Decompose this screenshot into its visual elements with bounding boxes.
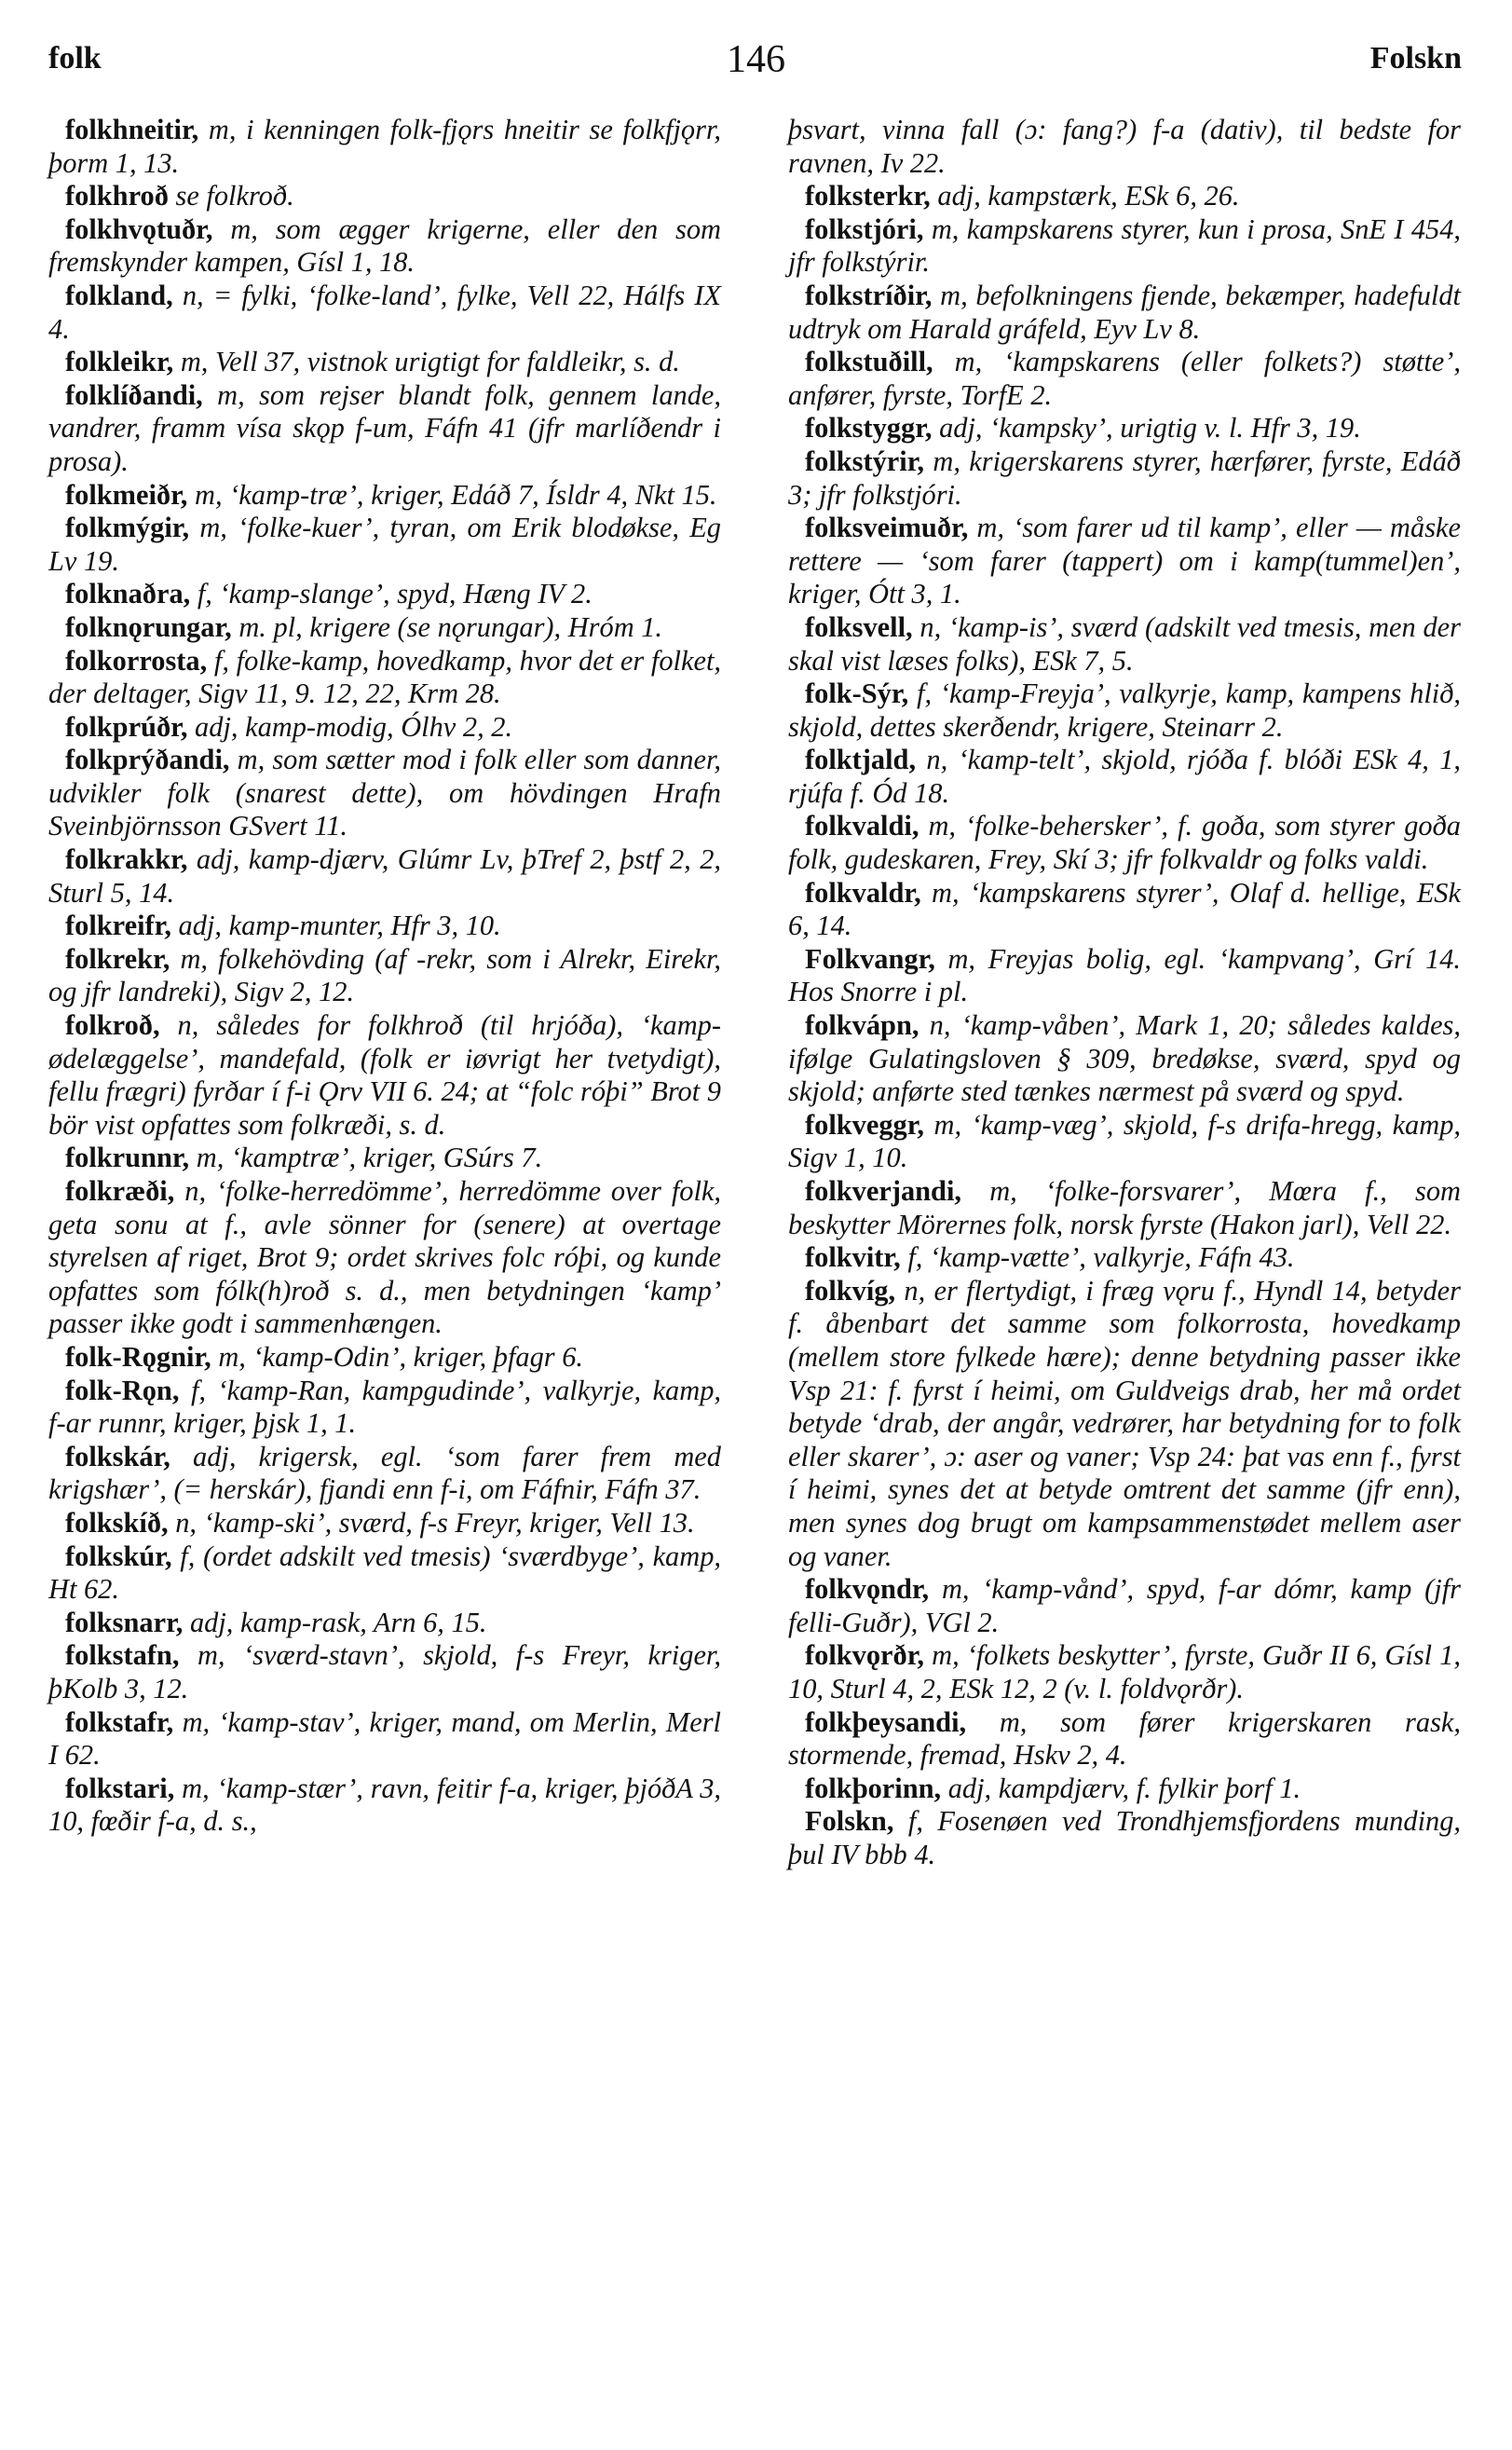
entry-definition: m, krigerskarens styrer, hærfører, fyrste, Edáð 3; jfr folkstjóri.: [788, 445, 1461, 511]
headword: folkstuðill,: [805, 346, 933, 378]
dictionary-entry: [788, 180, 1461, 213]
dictionary-entry: [788, 943, 1461, 1009]
dictionary-entry: [788, 280, 1461, 346]
dictionary-entry: [48, 843, 721, 910]
dictionary-entry: [48, 943, 721, 1009]
headword: folktjald,: [805, 744, 917, 776]
dictionary-entry: [788, 1109, 1461, 1175]
headword: folkreifr,: [65, 910, 171, 942]
entry-definition: m. pl, krigere (se nǫrungar), Hróm 1.: [231, 610, 663, 643]
dictionary-entry: [48, 1341, 721, 1375]
right-column: [788, 114, 1461, 1871]
headword: folkrekr,: [65, 942, 170, 975]
headword: folkorrosta,: [65, 644, 208, 677]
dictionary-entry: [48, 611, 721, 645]
headword: Folskn,: [805, 1805, 894, 1838]
dictionary-entry: [788, 810, 1461, 876]
dictionary-entry: [788, 512, 1461, 611]
entry-definition: f, ‘kamp-vætte’, valkyrje, Fáfn 43.: [900, 1241, 1295, 1274]
running-head-left: folk: [48, 41, 102, 75]
entry-definition: n, ‘kamp-is’, sværd (adskilt ved tmesis, men der skal vist læses folks), ESk 7, 5.: [788, 610, 1461, 677]
entry-definition: f, (ordet adskilt ved tmesis) ‘sværdbyge’, kamp, Ht 62.: [48, 1540, 721, 1606]
dictionary-entry: [788, 445, 1461, 512]
entry-definition: adj, kamp-djærv, Glúmr Lv, þTref 2, þstf 2, 2, Sturl 5, 14.: [48, 843, 721, 909]
entry-definition: adj, ‘kampsky’, urigtig v. l. Hfr 3, 19.: [932, 412, 1361, 445]
headword: folkhneitir,: [65, 114, 199, 145]
entry-definition: m, Freyjas bolig, egl. ‘kampvang’, Grí 14. Hos Snorre i pl.: [788, 942, 1461, 1008]
entry-definition: m, ‘kamp-Odin’, kriger, þfagr 6.: [211, 1340, 584, 1373]
dictionary-entry: [788, 1009, 1461, 1109]
entry-definition: m, ‘kampskarens (eller folkets?) støtte’, anfører, fyrste, TorfE 2.: [788, 346, 1461, 411]
headword: folkstríðir,: [805, 279, 933, 311]
dictionary-entry: [788, 744, 1461, 810]
entry-definition: m, ‘sværd-stavn’, skjold, f-s Freyr, kriger, þKolb 3, 12.: [48, 1639, 721, 1704]
dictionary-entry: [788, 213, 1461, 280]
headword: folkhroð: [65, 180, 169, 212]
entry-definition: m, befolkningens fjende, bekæmper, hadefuldt udtryk om Harald gráfeld, Eyv Lv 8.: [788, 279, 1461, 345]
headword: folkstyggr,: [805, 412, 933, 445]
entry-definition: adj, kampdjærv, f. fylkir þorf 1.: [941, 1772, 1301, 1804]
entry-definition: n, ‘kamp-våben’, Mark 1, 20; således kaldes, ifølge Gulatingsloven § 309, bredøkse, sværd, spyd og skjold; anførte sted tænkes nærmest på sværd og spyd.: [788, 1009, 1461, 1108]
entry-definition: n, ‘kamp-ski’, sværd, f-s Freyr, kriger, Vell 13.: [168, 1506, 695, 1539]
headword: folkskár,: [65, 1440, 170, 1472]
entry-definition: m, ‘kampskarens styrer’, Olaf d. hellige, ESk 6, 14.: [788, 876, 1461, 942]
entry-definition: m, som rejser blandt folk, gennem lande, vandrer, framm vísa skǫp f-um, Fáfn 41 (jfr marlíðendr i prosa).: [48, 378, 721, 477]
dictionary-entry: [48, 346, 721, 379]
entry-definition: f, ‘kamp-Ran, kampgudinde’, valkyrje, kamp, f-ar runnr, kriger, þjsk 1, 1.: [48, 1374, 721, 1440]
entry-definition: f, Fosenøen ved Trondhjemsfjordens munding, þul IV bbb 4.: [788, 1805, 1461, 1870]
dictionary-entry: [48, 578, 721, 611]
entry-definition: adj, kampstærk, ESk 6, 26.: [930, 180, 1240, 212]
entry-definition: m, ‘som farer ud til kamp’, eller — måske rettere — ‘som farer (tappert) om i kamp(tummel)en’, kriger, Ótt 3, 1.: [788, 512, 1461, 610]
entry-definition: m, kampskarens styrer, kun i prosa, SnE I 454, jfr folkstýrir.: [788, 212, 1461, 279]
dictionary-entry: [48, 1142, 721, 1175]
entry-definition: se folkroð.: [168, 180, 294, 212]
entry-definition: m, som sætter mod i folk eller som danner, udvikler folk (snarest dette), om hövdingen Hrafn Sveinbjörnsson GSvert 11.: [48, 744, 721, 842]
headword: folkveggr,: [805, 1108, 925, 1141]
dictionary-entry: [48, 910, 721, 943]
headword: folkstafn,: [65, 1639, 180, 1672]
entry-definition: m, ‘kamp-stær’, ravn, feitir f-a, kriger, þjóðA 3, 10, fœðir f-a, d. s.,: [48, 1772, 721, 1838]
headword: folkvíg,: [805, 1274, 896, 1307]
headword: folkstjóri,: [805, 212, 924, 245]
dictionary-entry: [48, 1607, 721, 1640]
headword: folkvǫndr,: [805, 1573, 930, 1606]
dictionary-entry: [48, 1639, 721, 1705]
headword: folknaðra,: [65, 578, 191, 610]
entry-definition: m, ‘kamp-væg’, skjold, f-s drifa-hregg, kamp, Sigv 1, 10.: [788, 1108, 1461, 1174]
headword: folkskíð,: [65, 1506, 169, 1539]
dictionary-entry: [48, 1772, 721, 1839]
entry-definition: f, ‘kamp-slange’, spyd, Hæng IV 2.: [190, 578, 593, 610]
headword: folksterkr,: [805, 180, 931, 212]
entry-definition: n, ‘folke-herredömme’, herredömme over folk, geta sonu at f., avle sönner for (senere) at overtage styrelsen af riget, Brot 9; ordet skrives folc róþi, og kunde opfattes som fólk(h)roð s. d., men betydningen ‘kamp’ passer ikke godt i sammenhængen.: [48, 1175, 721, 1340]
entry-definition: n, er flertydigt, i fræg vǫru f., Hyndl 14, betyder f. åbenbart det samme som folkorrosta, hovedkamp (mellem store fylkede hære); denne betydning passer ikke Vsp 21: f. fyrst í heimi, om Guldveigs drab, her må ordet betyde ‘drab, der angår, vedrører, har betydning for to folk eller skarer’, ɔ: aser og vaner; Vsp 24: þat vas enn f., fyrst í heimi, synes det at betyde omtrent det samme (jfr enn), men synes dog brugt om kampsammenstødet mellem aser og vaner.: [788, 1274, 1461, 1572]
dictionary-entry: [788, 1805, 1461, 1871]
headword: folkvaldr,: [805, 876, 921, 909]
entry-definition: adj, kamp-modig, Ólhv 2, 2.: [187, 710, 513, 743]
dictionary-entry: [48, 180, 721, 213]
entry-definition: m, ‘folke-kuer’, tyran, om Erik blodøkse, Eg Lv 19.: [48, 512, 721, 577]
dictionary-entry: [788, 611, 1461, 678]
entry-definition: m, Vell 37, vistnok urigtigt for faldleikr, s. d.: [173, 346, 680, 378]
dictionary-entry: [48, 711, 721, 745]
headword: folkleikr,: [65, 346, 174, 378]
headword: folkstari,: [65, 1772, 175, 1804]
entry-definition: m, ‘kamp-stav’, kriger, mand, om Merlin, Merl I 62.: [48, 1705, 721, 1772]
headword: folkskúr,: [65, 1540, 172, 1572]
dictionary-entry: [788, 1175, 1461, 1241]
headword: folkþeysandi,: [805, 1705, 967, 1738]
headword: folkmýgir,: [65, 512, 190, 544]
headword: folklíðandi,: [65, 378, 203, 411]
headword: folkstafr,: [65, 1705, 174, 1738]
headword: folkvitr,: [805, 1241, 901, 1274]
dictionary-entry: [48, 1375, 721, 1441]
entry-definition: þsvart, vinna fall (ɔ: fang?) f-a (dativ), til bedste for ravnen, Iv 22.: [788, 114, 1461, 179]
dictionary-entry: [788, 678, 1461, 744]
dictionary-entry: [788, 1241, 1461, 1275]
headword: Folkvangr,: [805, 942, 935, 975]
entry-definition: m, folkehövding (af -rekr, som i Alrekr, Eirekr, og jfr landreki), Sigv 2, 12.: [48, 942, 721, 1008]
headword: folk-Rǫn,: [65, 1374, 180, 1406]
headword: folkverjandi,: [805, 1175, 961, 1207]
entry-definition: adj, kamp-rask, Arn 6, 15.: [183, 1606, 487, 1638]
dictionary-entry: [48, 479, 721, 513]
dictionary-entry: [788, 412, 1461, 445]
entry-definition: adj, krigersk, egl. ‘som farer frem med krigshær’, (= herskár), fjandi enn f-i, om Fáfnir, Fáfn 37.: [48, 1440, 721, 1506]
headword: folkstýrir,: [805, 445, 925, 477]
headword: folkþorinn,: [805, 1772, 942, 1804]
headword: folksnarr,: [65, 1606, 184, 1638]
dictionary-entry: [788, 346, 1461, 412]
entry-definition: m, ‘folke-behersker’, f. goða, som styrer goða folk, gudeskaren, Frey, Skí 3; jfr folkvaldr og folks valdi.: [788, 810, 1461, 876]
entry-definition: f, folke-kamp, hovedkamp, hvor det er folket, der deltager, Sigv 11, 9. 12, 22, Krm 28.: [48, 644, 721, 710]
entry-definition: n, således for folkhroð (til hrjóða), ‘kamp-ødelæggelse’, mandefald, (folk er iøvrigt her tvetydigt), fellu frægri) fyrðar í f-i Ǫrv VII 6. 24; at “folc róþi” Brot 9 bör vist opfattes som folkræði, s. d.: [48, 1009, 721, 1141]
page-number: 146: [727, 38, 785, 81]
dictionary-entry: [48, 1009, 721, 1142]
headword: folk-Sýr,: [805, 678, 909, 710]
headword: folkprýðandi,: [65, 744, 230, 776]
entry-definition: m, ‘kamp-træ’, kriger, Edáð 7, Ísldr 4, Nkt 15.: [187, 478, 717, 511]
headword: folkvaldi,: [805, 810, 919, 842]
entry-definition: m, ‘folkets beskytter’, fyrste, Guðr II 6, Gísl 1, 10, Sturl 4, 2, ESk 12, 2 (v. l. foldvǫrðr).: [788, 1639, 1461, 1704]
dictionary-entry: [48, 280, 721, 346]
dictionary-entry: [48, 213, 721, 280]
dictionary-entry: [788, 114, 1461, 180]
headword: folkræði,: [65, 1175, 175, 1207]
dictionary-entry: [48, 1540, 721, 1607]
headword: folkroð,: [65, 1009, 160, 1042]
entry-definition: m, ‘folke-forsvarer’, Mœra f., som beskytter Mörernes folk, norsk fyrste (Hakon jarl), Vell 22.: [788, 1175, 1461, 1240]
headword: folkmeiðr,: [65, 478, 188, 511]
dictionary-entry: [788, 1573, 1461, 1639]
entry-definition: m, som ægger krigerne, eller den som fremskynder kampen, Gísl 1, 18.: [48, 212, 721, 279]
dictionary-entry: [48, 645, 721, 711]
dictionary-entry: [48, 1706, 721, 1772]
headword: folkrakkr,: [65, 843, 188, 876]
headword: folksvell,: [805, 610, 913, 643]
entry-definition: m, ‘kamptræ’, kriger, GSúrs 7.: [189, 1142, 543, 1174]
dictionary-entry: [788, 1275, 1461, 1573]
dictionary-entry: [48, 744, 721, 843]
entry-definition: n, = fylki, ‘folke-land’, fylke, Vell 22, Hálfs IX 4.: [48, 279, 721, 345]
headword: folkvápn,: [805, 1009, 919, 1042]
dictionary-entry: [48, 512, 721, 578]
dictionary-entry: [48, 1441, 721, 1507]
entry-definition: m, ‘kamp-vånd’, spyd, f-ar dómr, kamp (jfr felli-Guðr), VGl 2.: [788, 1573, 1461, 1638]
dictionary-entry: [48, 1507, 721, 1540]
entry-definition: adj, kamp-munter, Hfr 3, 10.: [170, 910, 501, 942]
dictionary-entry: [788, 1706, 1461, 1772]
headword: folknǫrungar,: [65, 610, 232, 643]
dictionary-entry: [48, 379, 721, 479]
entry-definition: f, ‘kamp-Freyja’, valkyrje, kamp, kampens hlið, skjold, dettes skerðendr, krigere, Steinarr 2.: [788, 678, 1461, 743]
left-column: [48, 114, 721, 1839]
headword: folkprúðr,: [65, 710, 188, 743]
headword: folk-Rǫgnir,: [65, 1340, 211, 1373]
dictionary-entry: [788, 1772, 1461, 1806]
entry-definition: m, i kenningen folk-fjǫrs hneitir se folkfjǫrr, þorm 1, 13.: [48, 114, 721, 179]
entry-definition: m, som fører krigerskaren rask, stormende, fremad, Hskv 2, 4.: [788, 1705, 1461, 1772]
dictionary-entry: [48, 114, 721, 180]
page-header: [0, 0, 1512, 112]
dictionary-entry: [48, 1175, 721, 1341]
headword: folkvǫrðr,: [805, 1639, 925, 1672]
dictionary-entry: [788, 877, 1461, 943]
entry-definition: n, ‘kamp-telt’, skjold, rjóða f. blóði ESk 4, 1, rjúfa f. Ód 18.: [788, 744, 1461, 809]
running-head-right: Folskn: [1369, 41, 1462, 75]
headword: folksveimuðr,: [805, 512, 969, 544]
dictionary-entry: [788, 1639, 1461, 1705]
headword: folkland,: [65, 279, 173, 311]
headword: folkhvǫtuðr,: [65, 212, 213, 245]
headword: folkrunnr,: [65, 1142, 190, 1174]
